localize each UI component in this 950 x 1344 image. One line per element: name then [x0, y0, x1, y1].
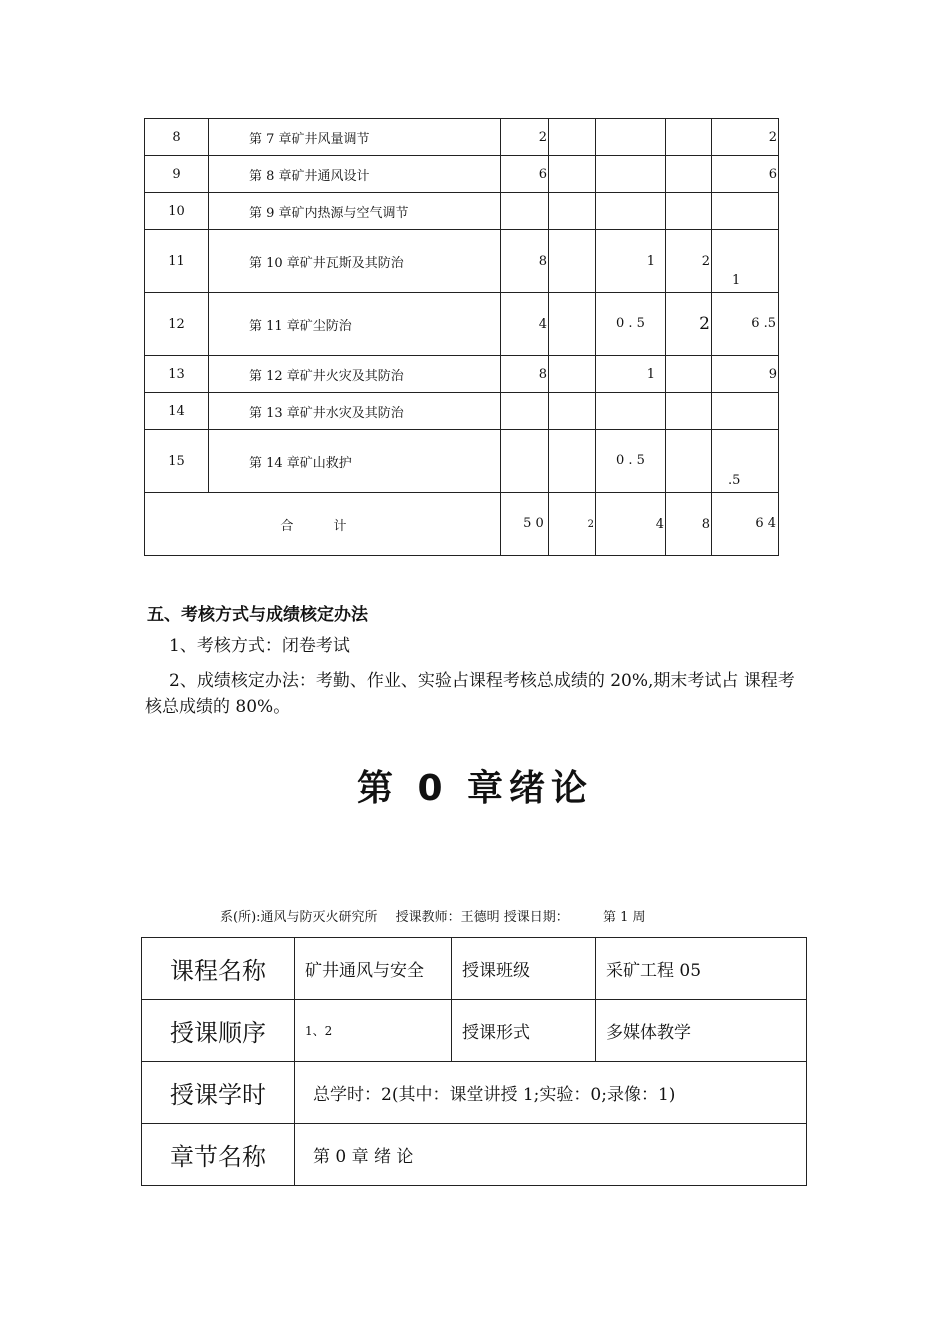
hours-col-3: 1: [596, 230, 666, 293]
table-row: [145, 430, 779, 493]
hours-total: 6 .5: [712, 293, 779, 356]
hours-col-2: [549, 293, 596, 356]
lecture-hours: 2: [501, 119, 549, 156]
chapter-name: 第 12 章矿井火灾及其防治: [209, 356, 501, 393]
chapter-name: 第 8 章矿井通风设计: [209, 156, 501, 193]
lecture-meta: [220, 906, 660, 925]
hours-total: [712, 393, 779, 430]
hours-col-4: 2: [666, 230, 712, 293]
course-name-value: 矿井通风与安全: [295, 938, 452, 1000]
row-number: 14: [145, 393, 209, 430]
lecture-hours: 8: [501, 230, 549, 293]
row-number: 15: [145, 430, 209, 493]
lecture-hours: 4: [501, 293, 549, 356]
order-value: 1、2: [295, 1000, 452, 1062]
chapter-name: 第 7 章矿井风量调节: [209, 119, 501, 156]
hours-total: 2: [712, 119, 779, 156]
total-lecture-hours: 5 0: [501, 493, 549, 556]
hours-col-3: [596, 119, 666, 156]
hours-col-3: [596, 193, 666, 230]
hours-value: 总学时：2(其中：课堂讲授 1;实验：0;录像：1): [295, 1062, 807, 1124]
chapter-name: 第 14 章矿山救护: [209, 430, 501, 493]
hours-col-2: [549, 393, 596, 430]
hours-col-3: 1: [596, 356, 666, 393]
section-heading: 五、考核方式与成绩核定办法: [147, 605, 368, 625]
lecture-hours: 6: [501, 156, 549, 193]
course-name-label: 课程名称: [142, 938, 295, 1000]
hours-total: [712, 193, 779, 230]
table-row: [145, 356, 779, 393]
table-row: [142, 1062, 807, 1124]
section-value: 第 0 章 绪 论: [295, 1124, 807, 1186]
chapter-name: 第 10 章矿井瓦斯及其防治: [209, 230, 501, 293]
row-number: 8: [145, 119, 209, 156]
row-number: 12: [145, 293, 209, 356]
total-row: [145, 493, 779, 556]
table-row: [145, 193, 779, 230]
form-label: 授课形式: [452, 1000, 596, 1062]
hours-col-2: [549, 230, 596, 293]
table-row: [142, 1124, 807, 1186]
hours-total: .5: [712, 430, 779, 493]
hours-col-4: [666, 393, 712, 430]
department-text: 系(所):通风与防灭火研究所: [220, 910, 378, 925]
class-label: 授课班级: [452, 938, 596, 1000]
hours-total: 1: [712, 230, 779, 293]
hours-col-4: [666, 193, 712, 230]
row-number: 11: [145, 230, 209, 293]
table-row: [142, 1000, 807, 1062]
form-value: 多媒体教学: [596, 1000, 807, 1062]
total-label: 合 计: [145, 493, 501, 556]
lecture-info-table: [141, 937, 807, 1186]
hours-col-4: [666, 156, 712, 193]
lecture-hours: 8: [501, 356, 549, 393]
hours-col-3: 0 . 5: [596, 430, 666, 493]
hours-col-4: [666, 356, 712, 393]
order-label: 授课顺序: [142, 1000, 295, 1062]
table-row: [145, 156, 779, 193]
total-col-3: 4: [596, 493, 666, 556]
week-text: 第 1 周: [602, 910, 646, 925]
assessment-method: 1、考核方式：闭卷考试: [169, 636, 350, 656]
hours-col-3: 0 . 5: [596, 293, 666, 356]
hours-total: 9: [712, 356, 779, 393]
hours-total: 6: [712, 156, 779, 193]
table-row: [142, 938, 807, 1000]
hours-col-2: [549, 119, 596, 156]
lecture-hours: [501, 430, 549, 493]
hours-col-3: [596, 393, 666, 430]
table-row: [145, 393, 779, 430]
row-number: 10: [145, 193, 209, 230]
chapter-name: 第 9 章矿内热源与空气调节: [209, 193, 501, 230]
chapter-name: 第 11 章矿尘防治: [209, 293, 501, 356]
hours-col-3: [596, 156, 666, 193]
table-row: [145, 119, 779, 156]
total-hours: 6 4: [712, 493, 779, 556]
chapter-title: 第 0 章绪论: [356, 768, 594, 809]
total-col-4: 8: [666, 493, 712, 556]
class-value: 采矿工程 05: [596, 938, 807, 1000]
grading-method: 2、成绩核定办法：考勤、作业、实验占课程考核总成绩的 20%,期末考试占 课程考核总成绩的 80%。: [145, 671, 795, 717]
total-col-2: 2: [549, 493, 596, 556]
hours-col-2: [549, 156, 596, 193]
hours-col-4: 2: [666, 293, 712, 356]
teacher-date-text: 授课教师：王德明 授课日期：: [395, 910, 569, 925]
hours-label: 授课学时: [142, 1062, 295, 1124]
lecture-hours: [501, 193, 549, 230]
hours-col-2: [549, 430, 596, 493]
hours-col-2: [549, 356, 596, 393]
table-row: [145, 230, 779, 293]
hours-col-2: [549, 193, 596, 230]
chapter-name: 第 13 章矿井水灾及其防治: [209, 393, 501, 430]
section-label: 章节名称: [142, 1124, 295, 1186]
hours-col-4: [666, 119, 712, 156]
table-row: [145, 293, 779, 356]
row-number: 13: [145, 356, 209, 393]
course-hours-table: [144, 118, 779, 556]
row-number: 9: [145, 156, 209, 193]
lecture-hours: [501, 393, 549, 430]
hours-col-4: [666, 430, 712, 493]
